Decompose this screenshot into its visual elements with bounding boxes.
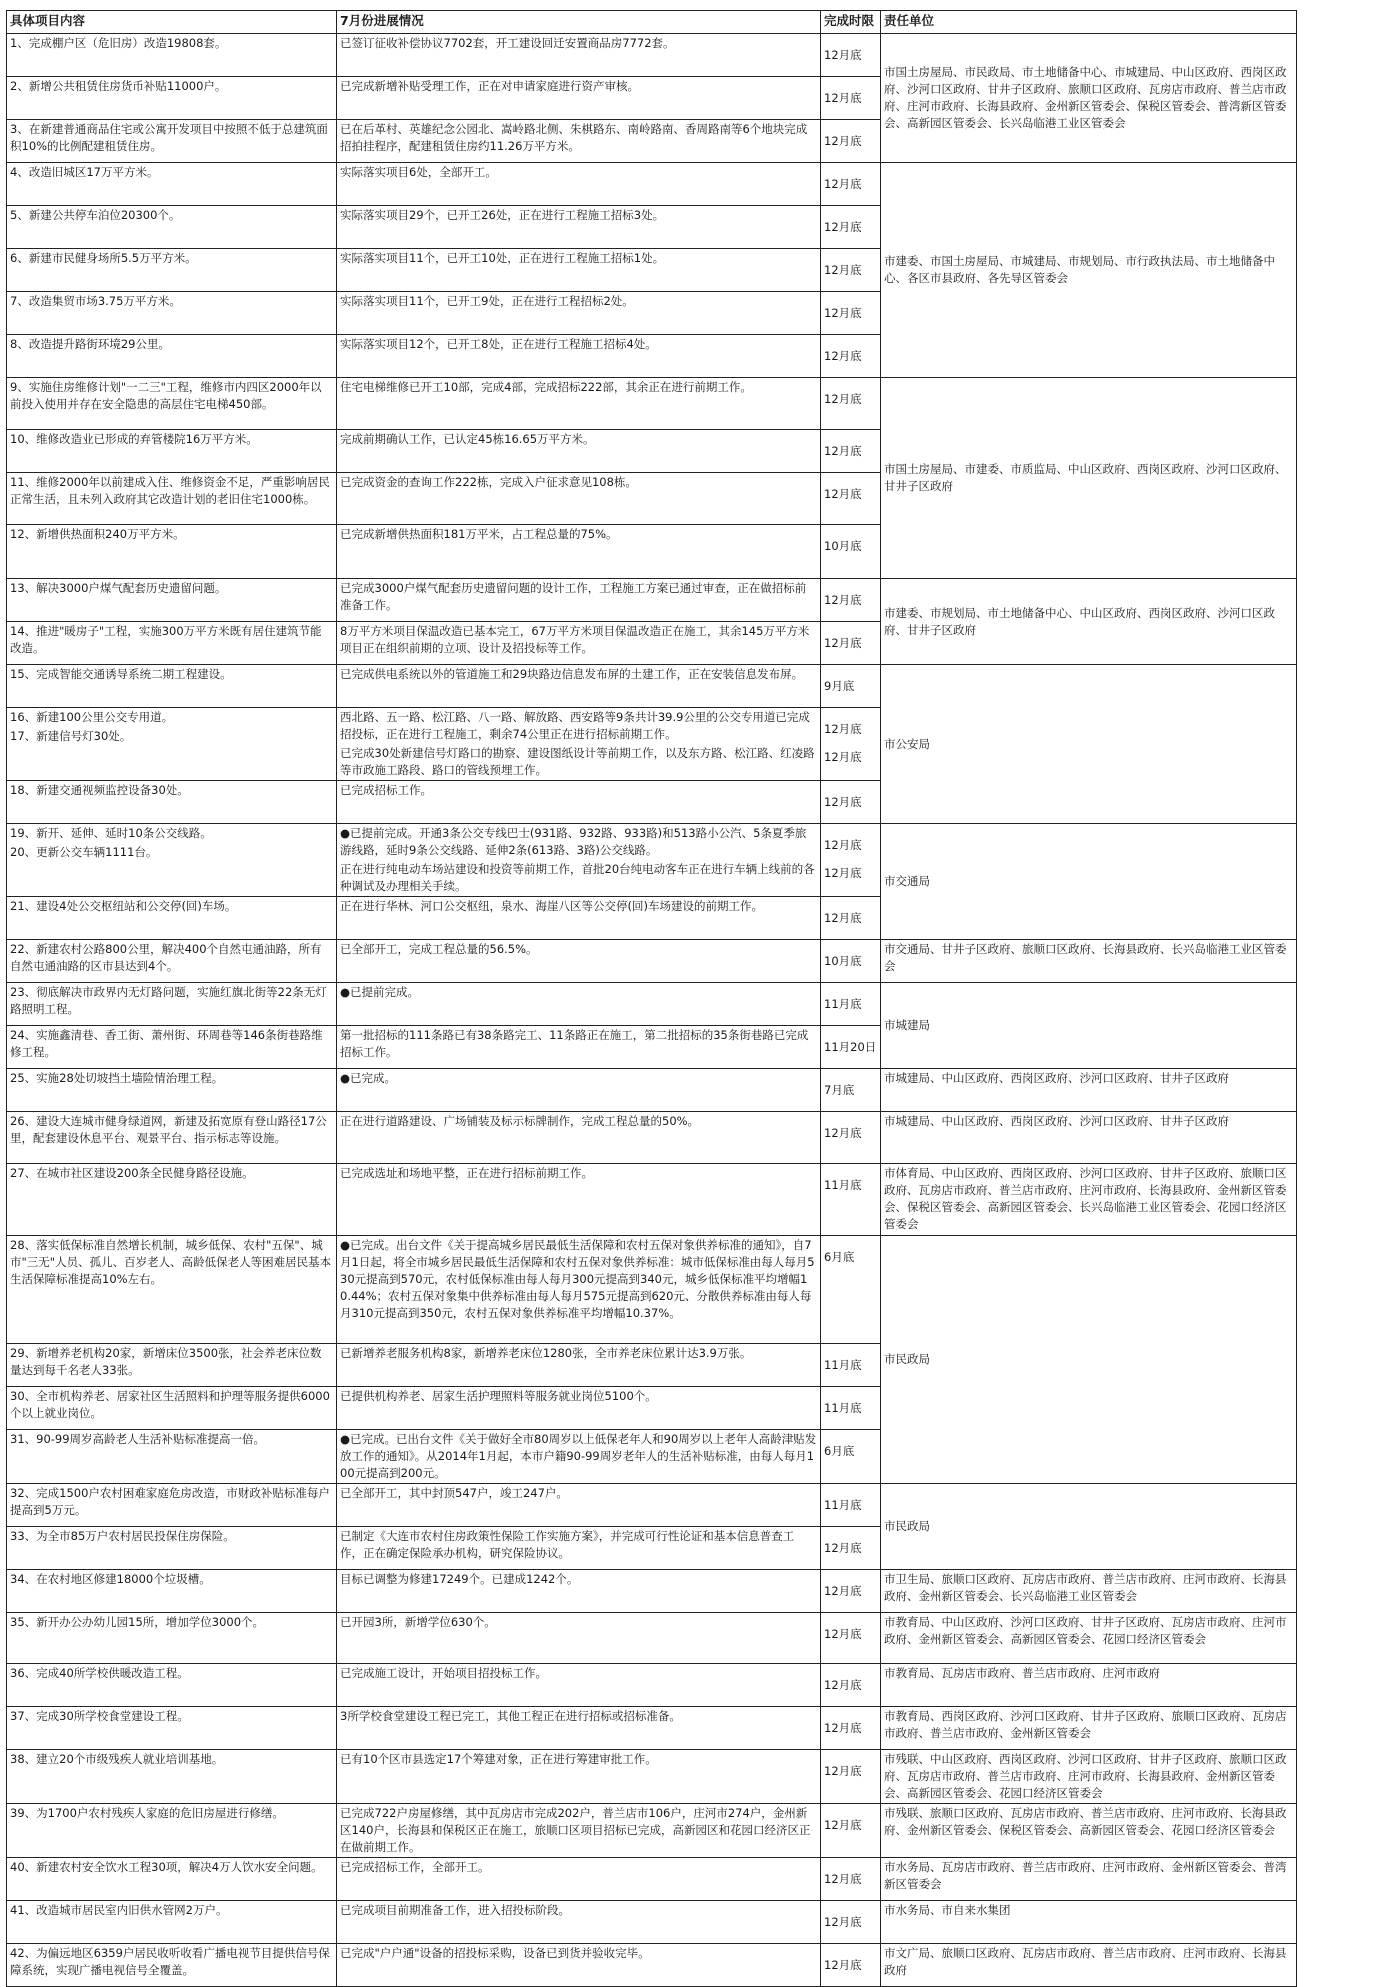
deadline: 12月底 [824, 1677, 862, 1692]
deadline-cell [821, 77, 881, 120]
progress-text: 已完成新增供热面积181万平米，占工程总量的75%。 [340, 527, 618, 541]
deadline: 9月底 [824, 678, 855, 693]
project-item-cell [7, 430, 337, 473]
table-row [7, 378, 1297, 430]
project-item: 15、完成智能交通诱导系统二期工程建设。 [10, 667, 232, 681]
deadline-cell [821, 665, 881, 708]
progress-text-cell [337, 1164, 821, 1236]
deadline: 7月底 [824, 1082, 855, 1097]
deadline-cell [821, 940, 881, 983]
progress-text-cell [337, 1112, 821, 1164]
deadline: 11月底 [824, 1497, 862, 1512]
project-item-cell [7, 120, 337, 163]
deadline: 12月底 [824, 133, 862, 148]
project-item: 39、为1700户农村残疾人家庭的危旧房屋进行修缮。 [10, 1806, 284, 1820]
progress-text: 实际落实项目11个，已开工9处，正在进行工程招标2处。 [340, 294, 634, 308]
project-item-cell [7, 1484, 337, 1527]
progress-text-cell [337, 1236, 821, 1344]
progress-text: 实际落实项目29个，已开工26处，正在进行工程施工招标3处。 [340, 208, 665, 222]
table-row [7, 824, 1297, 861]
project-item-cell [7, 1164, 337, 1236]
deadline-cell [821, 34, 881, 77]
progress-text: ●已完成。 [340, 1071, 397, 1085]
deadline-cell [821, 1804, 881, 1858]
progress-text: 已开园3所，新增学位630个。 [340, 1615, 496, 1629]
project-item: 31、90-99周岁高龄老人生活补贴标准提高一倍。 [10, 1432, 266, 1446]
project-item: 22、新建农村公路800公里，解决400个自然屯通油路，所有自然屯通油路的区市县达到4个。 [10, 942, 322, 973]
progress-text: 已全部开工，完成工程总量的56.5%。 [340, 942, 538, 956]
progress-text: 正在进行华林、河口公交枢纽，泉水、海崖八区等公交停(回)车场建设的前期工作。 [340, 899, 763, 913]
project-item-cell [7, 1527, 337, 1570]
project-item-cell [7, 378, 337, 430]
deadline: 12月底 [824, 1583, 862, 1598]
responsible-unit: 市国土房屋局、市民政局、市土地储备中心、市城建局、中山区政府、西岗区政府、沙河口区政府、甘井子区政府、旅顺口区政府、瓦房店市政府、普兰店市政府、庄河市政府、长海县政府、金州新区管委会、保税区管委会、普湾新区管委会、高新园区管委会、长兴岛临港工业区管委会 [881, 34, 1297, 163]
project-item-cell [7, 1804, 337, 1858]
project-item: 42、为偏远地区6359户居民收听收看广播电视节目提供信号保障系统，实现广播电视信号全覆盖。 [10, 1946, 330, 1977]
deadline: 12月底 [824, 348, 862, 363]
project-item-cell [7, 1236, 337, 1344]
deadline: 12月底 [824, 391, 862, 406]
project-item: 26、建设大连城市健身绿道网，新建及拓宽原有登山路径17公里，配套建设休息平台、观景平台、指示标志等设施。 [10, 1114, 327, 1145]
deadline: 12月底 [824, 262, 862, 277]
deadline: 12月底 [824, 635, 862, 650]
deadline-cell [821, 1664, 881, 1707]
deadline: 12月底 [824, 1626, 862, 1641]
deadline-cell [821, 1527, 881, 1570]
deadline-cell [821, 1613, 881, 1664]
progress-text: 8万平方米项目保温改造已基本完工，67万平方米项目保温改造正在施工，其余145万平方米项目正在组织前期的立项、设计及招投标等工作。 [340, 624, 810, 655]
deadline-cell [821, 1164, 881, 1236]
project-item: 23、彻底解决市政界内无灯路问题，实施红旗北街等22条无灯路照明工程。 [10, 985, 327, 1016]
progress-text: 实际落实项目6处，全部开工。 [340, 165, 497, 179]
project-item-cell [7, 1944, 337, 1987]
project-item: 35、新开办公办幼儿园15所，增加学位3000个。 [10, 1615, 265, 1629]
deadline-cell [821, 163, 881, 206]
progress-text: 正在进行道路建设、广场铺装及标示标牌制作，完成工程总量的50%。 [340, 1114, 700, 1128]
responsible-unit: 市城建局、中山区政府、西岗区政府、沙河口区政府、甘井子区政府 [881, 1112, 1297, 1164]
project-item: 10、维修改造业已形成的弃管楼院16万平方米。 [10, 432, 258, 446]
progress-text-cell [337, 579, 821, 622]
table-row [7, 1707, 1297, 1750]
progress-text-cell [337, 335, 821, 378]
deadline: 11月20日 [824, 1039, 877, 1054]
progress-text: ●已提前完成。开通3条公交专线巴士(931路、932路、933路)和513路小公汽、5条夏季旅游线路，延时9条公交线路、延伸2条(613路、3路)公交线路。 [340, 826, 807, 857]
progress-text-cell [337, 206, 821, 249]
table-row [7, 1236, 1297, 1344]
progress-text-cell [337, 1944, 821, 1987]
deadline: 6月底 [824, 1443, 855, 1458]
deadline: 12月底 [824, 910, 862, 925]
project-item-cell [7, 897, 337, 940]
progress-text: ●已完成。已出台文件《关于做好全市80周岁以上低保老年人和90周岁以上老年人高龄津贴发放工作的通知》。从2014年1月起，本市户籍90-99周岁老年人的生活补贴标准，由每人每月100元提高到200元。 [340, 1432, 817, 1480]
progress-text-cell [337, 292, 821, 335]
project-item: 30、全市机构养老、居家社区生活照料和护理等服务提供6000个以上就业岗位。 [10, 1389, 330, 1420]
progress-text: 已完成"户户通"设备的招投标采购，设备已到货并验收完毕。 [340, 1946, 650, 1960]
deadline-cell [821, 1236, 881, 1344]
table-row [7, 1613, 1297, 1664]
project-item-cell [7, 1901, 337, 1944]
project-item: 4、改造旧城区17万平方米。 [10, 165, 159, 179]
deadline: 12月底 [824, 837, 862, 852]
progress-text: 已完成施工设计，开始项目招投标工作。 [340, 1666, 547, 1680]
progress-text: 已完成选址和场地平整，正在进行招标前期工作。 [340, 1166, 593, 1180]
project-item-cell [7, 1430, 337, 1484]
deadline-cell [821, 430, 881, 473]
project-item-cell [7, 1344, 337, 1387]
progress-text-cell [337, 1664, 821, 1707]
deadline: 10月底 [824, 953, 862, 968]
project-item-cell [7, 1613, 337, 1664]
project-item: 3、在新建普通商品住宅或公寓开发项目中按照不低于总建筑面积10%的比例配建租赁住房。 [10, 122, 328, 153]
progress-text: ●已完成。出台文件《关于提高城乡居民最低生活保障和农村五保对象供养标准的通知》，自7月1日起，将全市城乡居民最低生活保障和农村五保对象供养标准：城市低保标准由每人每月530元提高到570元，农村低保标准由每人每月300元提高到340元，城乡低保标准平均增幅10.44%；农村五保对象集中供养标准由每人每月575元提高到620元、分散供养标准由每人每月310元提高到350元，农村五保对象供养标准平均增幅10.37%。 [340, 1238, 815, 1320]
progress-text-cell [337, 163, 821, 206]
project-item-cell [7, 34, 337, 77]
progress-text-cell [337, 708, 821, 781]
progress-text-cell [337, 1484, 821, 1527]
project-item: 5、新建公共停车泊位20300个。 [10, 208, 181, 222]
project-item-cell [7, 622, 337, 665]
progress-text-cell [337, 430, 821, 473]
progress-text: 已完成招标工作，全部开工。 [340, 1860, 490, 1874]
progress-text: 已新增养老服务机构8家，新增养老床位1280张，全市养老床位累计达3.9万张。 [340, 1346, 752, 1360]
progress-text-cell [337, 1750, 821, 1804]
responsible-unit: 市卫生局、旅顺口区政府、瓦房店市政府、普兰店市政府、庄河市政府、长海县政府、金州新区管委会、长兴岛临港工业区管委会 [881, 1570, 1297, 1613]
responsible-unit: 市交通局、甘井子区政府、旅顺口区政府、长海县政府、长兴岛临港工业区管委会 [881, 940, 1297, 983]
project-item-cell [7, 249, 337, 292]
progress-text: 已完成新增补贴受理工作，正在对申请家庭进行资产审核。 [340, 79, 639, 93]
deadline: 12月底 [824, 866, 862, 880]
deadline: 10月底 [824, 538, 862, 553]
progress-text-cell [337, 1901, 821, 1944]
project-item: 7、改造集贸市场3.75万平方米。 [10, 294, 181, 308]
responsible-unit: 市交通局 [881, 824, 1297, 940]
deadline-cell [821, 473, 881, 525]
progress-text: 已完成资金的查询工作222栋，完成入户征求意见108栋。 [340, 475, 637, 489]
progress-text-cell [337, 77, 821, 120]
deadline: 12月底 [824, 1125, 862, 1140]
responsible-unit: 市建委、市国土房屋局、市城建局、市规划局、市行政执法局、市土地储备中心、各区市县政府、各先导区管委会 [881, 163, 1297, 378]
deadline-cell [821, 206, 881, 249]
project-item: 18、新建交通视频监控设备30处。 [10, 783, 189, 797]
progress-text-cell [337, 1527, 821, 1570]
deadline-cell [821, 983, 881, 1026]
deadline: 11月底 [824, 996, 862, 1011]
progress-text-cell [337, 1430, 821, 1484]
progress-text-cell [337, 1570, 821, 1613]
deadline: 11月底 [824, 1400, 862, 1415]
project-item: 37、完成30所学校食堂建设工程。 [10, 1709, 189, 1723]
project-item-cell [7, 525, 337, 579]
progress-text-cell [337, 1858, 821, 1901]
responsible-unit: 市水务局、市自来水集团 [881, 1901, 1297, 1944]
table-row [7, 1944, 1297, 1987]
deadline-cell [821, 1069, 881, 1112]
project-item-cell [7, 940, 337, 983]
progress-text: 住宅电梯维修已开工10部，完成4部，完成招标222部，其余正在进行前期工作。 [340, 380, 752, 394]
deadline: 12月底 [824, 486, 862, 501]
responsible-unit: 市残联、旅顺口区政府、瓦房店市政府、普兰店市政府、庄河市政府、长海县政府、金州新区管委会、保税区管委会、高新园区管委会、花园口经济区管委会 [881, 1804, 1297, 1858]
project-item: 6、新建市民健身场所5.5万平方米。 [10, 251, 197, 265]
progress-text: 已在后革村、英雄纪念公园北、嵩岭路北侧、朱棋路东、南岭路南、香周路南等6个地块完成招拍挂程序，配建租赁住房约11.26万平方米。 [340, 122, 808, 153]
deadline-cell [821, 120, 881, 163]
header-july-progress: 7月份进展情况 [337, 11, 821, 34]
progress-text-cell [337, 473, 821, 525]
deadline: 12月底 [824, 443, 862, 458]
table-row [7, 1570, 1297, 1613]
responsible-unit: 市教育局、西岗区政府、沙河口区政府、甘井子区政府、旅顺口区政府、瓦房店市政府、普兰店市政府、金州新区管委会 [881, 1707, 1297, 1750]
progress-text: 西北路、五一路、松江路、八一路、解放路、西安路等9条共计39.9公里的公交专用道已完成招投标，正在进行工程施工，剩余74公里正在进行招标前期工作。 [340, 710, 810, 741]
progress-text-cell [337, 1613, 821, 1664]
deadline: 12月底 [824, 1720, 862, 1735]
table-row [7, 1164, 1297, 1236]
table-body [7, 34, 1297, 1987]
project-item-cell [7, 292, 337, 335]
deadline: 6月底 [824, 1249, 855, 1264]
progress-text-cell [337, 781, 821, 824]
deadline: 12月底 [824, 1871, 862, 1886]
progress-text-cell [337, 1344, 821, 1387]
deadline: 12月底 [824, 1540, 862, 1555]
project-item: 19、新开、延伸、延时10条公交线路。 [10, 826, 212, 840]
header-row [7, 11, 1297, 34]
project-item-cell [7, 983, 337, 1026]
deadline-cell [821, 579, 881, 622]
project-item-cell [7, 335, 337, 378]
progress-text: 正在进行纯电动车场站建设和投资等前期工作，首批20台纯电动客车正在进行车辆上线前的各种调试及办理相关手续。 [340, 862, 815, 893]
progress-text-cell [337, 378, 821, 430]
responsible-unit: 市公安局 [881, 665, 1297, 824]
project-item: 8、改造提升路街环境29公里。 [10, 337, 170, 351]
progress-text-cell [337, 1026, 821, 1069]
project-item-cell [7, 1570, 337, 1613]
project-item: 38、建立20个市级残疾人就业培训基地。 [10, 1752, 224, 1766]
table-row [7, 1069, 1297, 1112]
project-item: 34、在农村地区修建18000个垃圾槽。 [10, 1572, 211, 1586]
project-item: 25、实施28处切坡挡土墙险情治理工程。 [10, 1071, 224, 1085]
table-row [7, 1750, 1297, 1804]
progress-text-cell [337, 665, 821, 708]
deadline: 12月底 [824, 721, 862, 736]
responsible-unit: 市教育局、瓦房店市政府、普兰店市政府、庄河市政府 [881, 1664, 1297, 1707]
progress-text-cell [337, 525, 821, 579]
project-item-cell [7, 1387, 337, 1430]
responsible-unit: 市教育局、中山区政府、沙河口区政府、甘井子区政府、瓦房店市政府、庄河市政府、金州新区管委会、高新园区管委会、花园口经济区管委会 [881, 1613, 1297, 1664]
progress-text-cell [337, 249, 821, 292]
table-row [7, 34, 1297, 77]
progress-text: 已完成30处新建信号灯路口的勘察、建设图纸设计等前期工作，以及东方路、松江路、红凌路等市政施工路段、路口的管线预埋工作。 [340, 746, 815, 777]
project-item: 11、维修2000年以前建成入住、维修资金不足，严重影响居民正常生活，且未列入政府其它改造计划的老旧住宅1000栋。 [10, 475, 330, 506]
progress-text: 已完成722户房屋修缮，其中瓦房店市完成202户，普兰店市106户，庄河市274户，金州新区140户，长海县和保税区正在施工，旅顺口区项目招标已完成，高新园区和花园口经济区正在做前期工作。 [340, 1806, 811, 1854]
header-project-content: 具体项目内容 [7, 11, 337, 34]
responsible-unit: 市城建局 [881, 983, 1297, 1069]
project-item: 1、完成棚户区（危旧房）改造19808套。 [10, 36, 227, 50]
project-item: 28、落实低保标准自然增长机制，城乡低保、农村"五保"、城市"三无"人员、孤儿、百岁老人、高龄低保老人等困难居民基本生活保障标准提高10%左右。 [10, 1238, 332, 1286]
project-item: 9、实施住房维修计划"一二三"工程，维修市内四区2000年以前投入使用并存在安全隐患的高层住宅电梯450部。 [10, 380, 322, 411]
table-row [7, 1804, 1297, 1858]
deadline: 12月底 [824, 305, 862, 320]
progress-text-cell [337, 940, 821, 983]
table-row [7, 940, 1297, 983]
project-item: 32、完成1500户农村困难家庭危房改造，市财政补贴标准每户提高到5万元。 [10, 1486, 330, 1517]
project-item: 33、为全市85万户农村居民投保住房保险。 [10, 1529, 235, 1543]
progress-text: 已完成项目前期准备工作，进入招投标阶段。 [340, 1903, 570, 1917]
deadline-cell [821, 1750, 881, 1804]
progress-text: 已完成3000户煤气配套历史遗留问题的设计工作，工程施工方案已通过审查，正在做招标前准备工作。 [340, 581, 807, 612]
deadline-cell [821, 708, 881, 781]
deadline-cell [821, 1344, 881, 1387]
project-item: 21、建设4处公交枢纽站和公交停(回)车场。 [10, 899, 237, 913]
project-item: 20、更新公交车辆1111台。 [10, 845, 158, 859]
deadline: 12月底 [824, 176, 862, 191]
header-deadline: 完成时限 [821, 11, 881, 34]
header-responsible-unit: 责任单位 [881, 11, 1297, 34]
table-row [7, 163, 1297, 206]
deadline: 12月底 [824, 1817, 862, 1832]
progress-text-cell [337, 34, 821, 77]
project-item: 2、新增公共租赁住房货币补贴11000户。 [10, 79, 227, 93]
progress-text: 完成前期确认工作，已认定45栋16.65万平方米。 [340, 432, 595, 446]
project-progress-table [6, 10, 1297, 1987]
responsible-unit: 市残联、中山区政府、西岗区政府、沙河口区政府、甘井子区政府、旅顺口区政府、瓦房店市政府、普兰店市政府、庄河市政府、长海县政府、金州新区管委会、高新园区管委会、花园口经济区管委会 [881, 1750, 1297, 1804]
deadline-cell [821, 1570, 881, 1613]
table-row [7, 1858, 1297, 1901]
project-item: 24、实施鑫清巷、香工街、萧州街、环周巷等146条街巷路维修工程。 [10, 1028, 323, 1059]
project-item-cell [7, 473, 337, 525]
table-row [7, 579, 1297, 622]
project-item-cell [7, 1750, 337, 1804]
deadline-cell [821, 292, 881, 335]
project-item: 16、新建100公里公交专用道。 [10, 710, 174, 724]
progress-text: 已全部开工，其中封顶547户，竣工247户。 [340, 1486, 568, 1500]
responsible-unit: 市民政局 [881, 1484, 1297, 1570]
deadline-cell [821, 1484, 881, 1527]
progress-text: 已签订征收补偿协议7702套，开工建设回迁安置商品房7772套。 [340, 36, 675, 50]
deadline-cell [821, 1387, 881, 1430]
project-item-cell [7, 1112, 337, 1164]
deadline: 12月底 [824, 219, 862, 234]
responsible-unit: 市城建局、中山区政府、西岗区政府、沙河口区政府、甘井子区政府 [881, 1069, 1297, 1112]
deadline-cell [821, 1858, 881, 1901]
progress-text: 已制定《大连市农村住房政策性保险工作实施方案》，并完成可行性论证和基本信息普查工作，正在确定保险承办机构，研究保险协议。 [340, 1529, 795, 1560]
deadline-cell [821, 1944, 881, 1987]
progress-text: 已有10个区市县选定17个筹建对象，正在进行筹建审批工作。 [340, 1752, 657, 1766]
project-item-cell [7, 1858, 337, 1901]
project-item-cell [7, 206, 337, 249]
deadline: 12月底 [824, 1957, 862, 1972]
progress-text: 第一批招标的111条路已有38条路完工、11条路正在施工，第二批招标的35条街巷路已完成招标工作。 [340, 1028, 809, 1059]
deadline: 12月底 [824, 1914, 862, 1929]
progress-text-cell [337, 983, 821, 1026]
responsible-unit: 市水务局、瓦房店市政府、普兰店市政府、庄河市政府、金州新区管委会、普湾新区管委会 [881, 1858, 1297, 1901]
project-item: 41、改造城市居民室内旧供水管网2万户。 [10, 1903, 228, 1917]
deadline-cell [821, 378, 881, 430]
deadline: 12月底 [824, 794, 862, 809]
progress-text-cell [337, 1707, 821, 1750]
deadline-cell [821, 1901, 881, 1944]
project-item: 12、新增供热面积240万平方米。 [10, 527, 185, 541]
deadline: 11月底 [824, 1357, 862, 1372]
deadline-cell [821, 897, 881, 940]
progress-text: 目标已调整为修建17249个。已建成1242个。 [340, 1572, 579, 1586]
deadline-cell [821, 1112, 881, 1164]
progress-text-cell [337, 1804, 821, 1858]
project-item-cell [7, 77, 337, 120]
progress-text-cell [337, 1069, 821, 1112]
project-item-cell [7, 665, 337, 708]
responsible-unit: 市民政局 [881, 1236, 1297, 1484]
project-item: 29、新增养老机构20家，新增床位3500张，社会养老床位数量达到每千名老人33张。 [10, 1346, 322, 1377]
project-item: 40、新建农村安全饮水工程30项，解决4万人饮水安全问题。 [10, 1860, 323, 1874]
progress-text: 实际落实项目11个，已开工10处，正在进行工程施工招标1处。 [340, 251, 665, 265]
project-item-cell [7, 1707, 337, 1750]
deadline: 12月底 [824, 47, 862, 62]
progress-text: 已提供机构养老、居家生活护理照料等服务就业岗位5100个。 [340, 1389, 657, 1403]
deadline-cell [821, 781, 881, 824]
project-item: 14、推进"暖房子"工程，实施300万平方米既有居住建筑节能改造。 [10, 624, 322, 655]
deadline-cell [821, 335, 881, 378]
table-row [7, 1664, 1297, 1707]
table-row [7, 1901, 1297, 1944]
progress-text-cell [337, 622, 821, 665]
project-item-cell [7, 708, 337, 781]
deadline: 11月底 [824, 1177, 862, 1192]
progress-text-cell [337, 897, 821, 940]
project-item-cell [7, 1664, 337, 1707]
project-item-cell [7, 781, 337, 824]
project-item-cell [7, 163, 337, 206]
progress-text: 已完成招标工作。 [340, 783, 432, 797]
deadline-cell [821, 1430, 881, 1484]
progress-text: 实际落实项目12个，已开工8处，正在进行工程施工招标4处。 [340, 337, 657, 351]
project-item: 13、解决3000户煤气配套历史遗留问题。 [10, 581, 227, 595]
deadline-cell [821, 249, 881, 292]
deadline-cell [821, 525, 881, 579]
table-row [7, 1112, 1297, 1164]
progress-text-cell [337, 1387, 821, 1430]
table-row [7, 665, 1297, 708]
deadline-cell [821, 1707, 881, 1750]
progress-text: 3所学校食堂建设工程已完工，其他工程正在进行招标或招标准备。 [340, 1709, 681, 1723]
progress-text-cell [337, 120, 821, 163]
deadline: 12月底 [824, 750, 862, 764]
table-row [7, 1484, 1297, 1527]
project-item-cell [7, 1026, 337, 1069]
responsible-unit: 市建委、市规划局、市土地储备中心、中山区政府、西岗区政府、沙河口区政府、甘井子区政府 [881, 579, 1297, 665]
responsible-unit: 市国土房屋局、市建委、市质监局、中山区政府、西岗区政府、沙河口区政府、甘井子区政府 [881, 378, 1297, 579]
project-item-cell [7, 1069, 337, 1112]
project-item-cell [7, 824, 337, 897]
project-item-cell [7, 579, 337, 622]
project-item: 17、新建信号灯30处。 [10, 729, 132, 743]
progress-text-cell [337, 824, 821, 897]
project-item: 27、在城市社区建设200条全民健身路径设施。 [10, 1166, 254, 1180]
deadline-cell [821, 824, 881, 897]
responsible-unit: 市体育局、中山区政府、西岗区政府、沙河口区政府、甘井子区政府、旅顺口区政府、瓦房店市政府、普兰店市政府、庄河市政府、长海县政府、金州新区管委会、保税区管委会、高新园区管委会、长兴岛临港工业区管委会、花园口经济区管委会 [881, 1164, 1297, 1236]
deadline: 12月底 [824, 90, 862, 105]
table-row [7, 983, 1297, 1026]
deadline: 12月底 [824, 1763, 862, 1778]
responsible-unit: 市文广局、旅顺口区政府、瓦房店市政府、普兰店市政府、庄河市政府、长海县政府 [881, 1944, 1297, 1987]
deadline-cell [821, 1026, 881, 1069]
progress-text: ●已提前完成。 [340, 985, 420, 999]
deadline-cell [821, 622, 881, 665]
deadline: 12月底 [824, 592, 862, 607]
project-item: 36、完成40所学校供暖改造工程。 [10, 1666, 189, 1680]
progress-text: 已完成供电系统以外的管道施工和29块路边信息发布屏的土建工作，正在安装信息发布屏。 [340, 667, 804, 681]
